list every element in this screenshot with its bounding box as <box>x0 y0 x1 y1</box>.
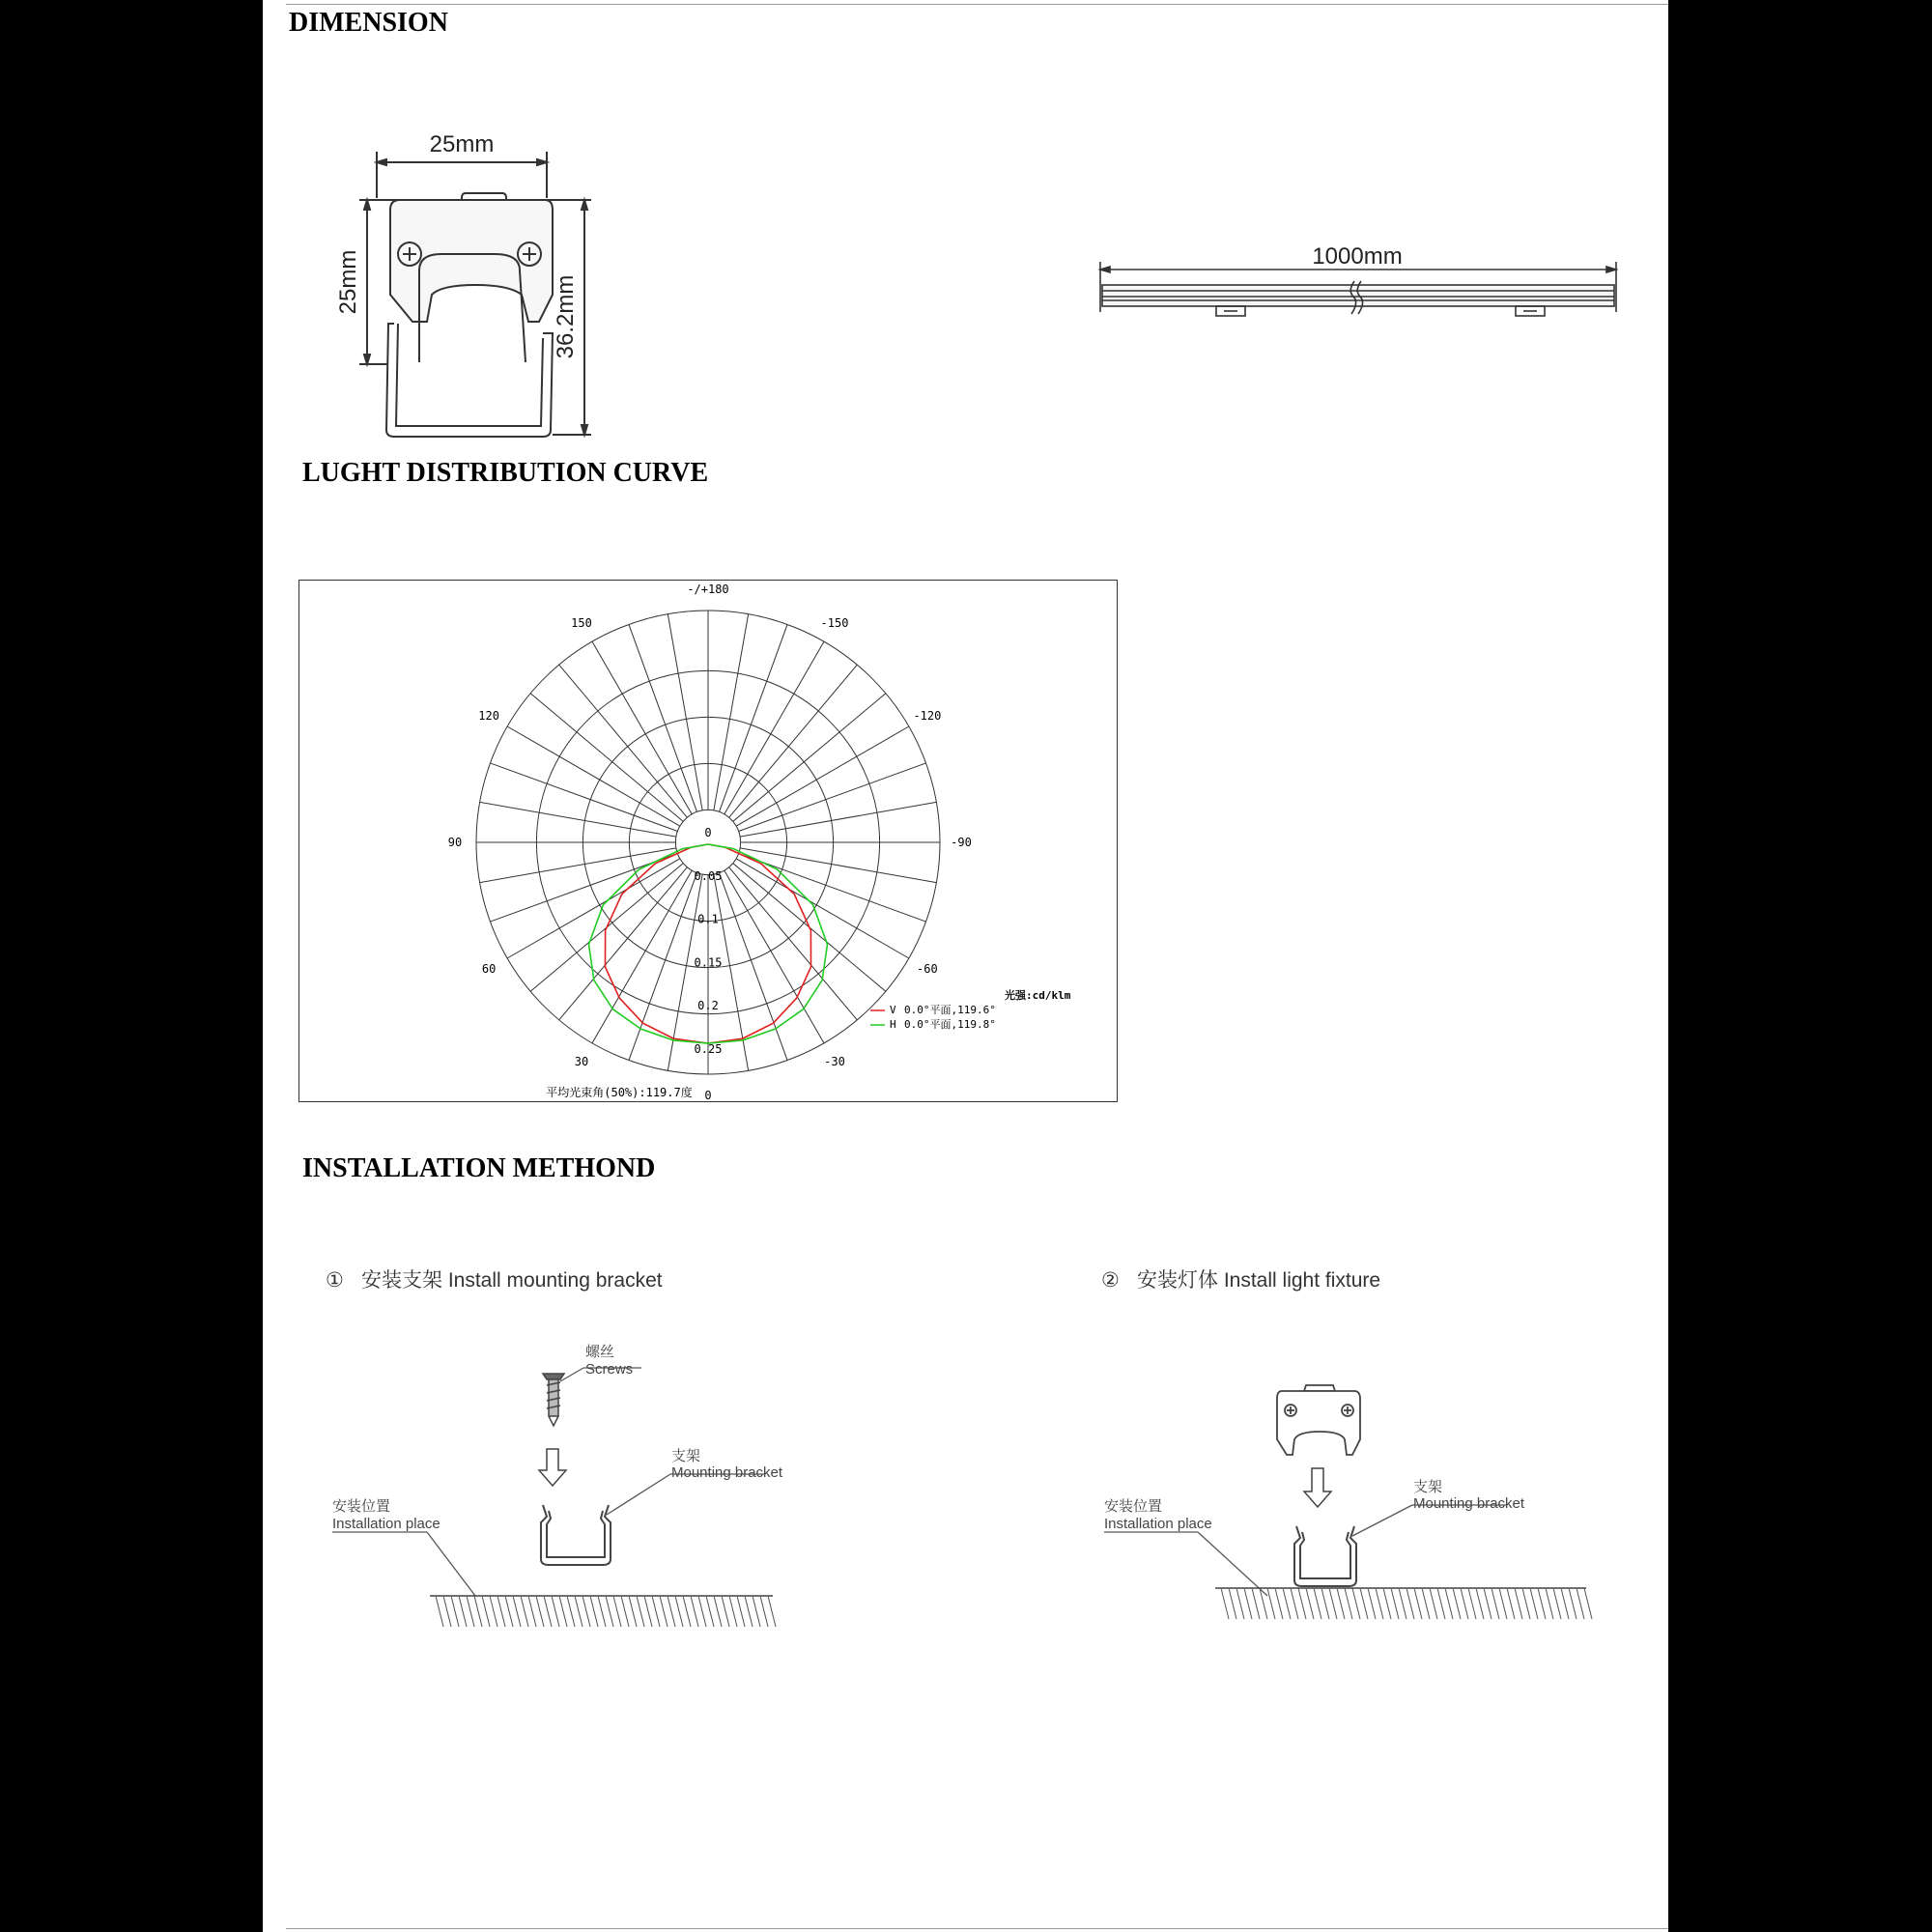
hatch-line <box>467 1596 474 1627</box>
bracket-en: Mounting bracket <box>671 1464 783 1481</box>
hatch-line <box>613 1596 621 1627</box>
hatch-line <box>629 1596 637 1627</box>
hatch-line <box>1561 1588 1569 1619</box>
datasheet-page <box>263 0 1668 1932</box>
hatch-line <box>1244 1588 1252 1619</box>
radial-tick-label: 0 <box>704 826 712 839</box>
hatch-line <box>1499 1588 1507 1619</box>
hatch-line <box>1476 1588 1484 1619</box>
hatch-line <box>1352 1588 1360 1619</box>
hatch-line <box>1291 1588 1298 1619</box>
hatch-line <box>559 1596 567 1627</box>
bracket-en-2: Mounting bracket <box>1413 1495 1525 1512</box>
hatch-line <box>1484 1588 1492 1619</box>
angle-label: -/+180 <box>687 582 729 596</box>
hatch-line <box>1399 1588 1406 1619</box>
hatch-line <box>497 1596 505 1627</box>
hatch-line <box>698 1596 706 1627</box>
hatch-line <box>451 1596 459 1627</box>
hatch-line <box>1306 1588 1314 1619</box>
beam-angle-footer: 平均光束角(50%):119.7度 <box>546 1086 693 1099</box>
top-rule <box>286 4 1668 5</box>
hatch-line <box>521 1596 528 1627</box>
hatch-line <box>474 1596 482 1627</box>
hatch-line <box>443 1596 451 1627</box>
hatch-line <box>753 1596 760 1627</box>
hatch-line <box>459 1596 467 1627</box>
hatch-line <box>536 1596 544 1627</box>
bracket-cn: 支架 <box>671 1448 701 1464</box>
place-cn-2: 安装位置 <box>1104 1498 1163 1515</box>
hatch-line <box>1453 1588 1461 1619</box>
hatch-line <box>1553 1588 1561 1619</box>
hatch-line <box>683 1596 691 1627</box>
width-label: 25mm <box>429 131 495 157</box>
radial-tick-label: 0.05 <box>694 868 723 883</box>
hatch-line <box>1414 1588 1422 1619</box>
hatch-line <box>1507 1588 1515 1619</box>
hatch-line <box>1468 1588 1476 1619</box>
hatch-line <box>1461 1588 1468 1619</box>
hatch-line <box>1437 1588 1445 1619</box>
hatch-line <box>729 1596 737 1627</box>
angle-label: -90 <box>951 836 972 849</box>
step2-number: ② <box>1101 1269 1120 1292</box>
hatch-line <box>1321 1588 1329 1619</box>
hatch-line <box>1337 1588 1345 1619</box>
bottom-rule <box>286 1928 1668 1929</box>
hatch-line <box>1430 1588 1437 1619</box>
hatch-line <box>1584 1588 1592 1619</box>
arrow-down-icon-2 <box>1304 1468 1331 1507</box>
hatch-line <box>1267 1588 1275 1619</box>
hatch-line <box>1538 1588 1546 1619</box>
hatch-line <box>575 1596 582 1627</box>
screws-en: Screws <box>585 1361 634 1378</box>
polar-chart <box>298 580 1118 1102</box>
install-step1-diagram <box>301 1256 881 1642</box>
hatch-line <box>1569 1588 1577 1619</box>
hatch-line <box>668 1596 675 1627</box>
hatch-line <box>1229 1588 1236 1619</box>
hatch-line <box>1577 1588 1584 1619</box>
hatch-line <box>1360 1588 1368 1619</box>
heading-dimension: DIMENSION <box>289 8 448 38</box>
hatch-line <box>1492 1588 1499 1619</box>
radial-tick-label: 0.2 <box>697 999 719 1013</box>
hatch-line <box>1283 1588 1291 1619</box>
angle-label: -150 <box>820 616 849 631</box>
side-view-drawing <box>1098 243 1620 324</box>
hatch-line <box>1329 1588 1337 1619</box>
hatch-line <box>490 1596 497 1627</box>
angle-label: -30 <box>824 1054 845 1068</box>
hatch-line <box>1546 1588 1553 1619</box>
step1-label: 安装支架 Install mounting bracket <box>361 1269 663 1292</box>
hatch-line <box>1422 1588 1430 1619</box>
place-cn: 安装位置 <box>332 1498 391 1515</box>
ground-hatch-2 <box>1215 1588 1592 1619</box>
hatch-line <box>1345 1588 1352 1619</box>
hatch-line <box>675 1596 683 1627</box>
radial-tick-label: 0.1 <box>697 912 719 926</box>
ground-hatch <box>430 1596 776 1627</box>
angle-label: 150 <box>571 616 592 631</box>
bracket-icon <box>541 1505 611 1565</box>
angle-label: -60 <box>917 962 938 976</box>
hatch-line <box>714 1596 722 1627</box>
hatch-line <box>1530 1588 1538 1619</box>
hatch-line <box>745 1596 753 1627</box>
hatch-line <box>552 1596 559 1627</box>
hatch-line <box>660 1596 668 1627</box>
hatch-line <box>528 1596 536 1627</box>
radial-tick-label: 0.15 <box>694 955 723 970</box>
hatch-line <box>1515 1588 1522 1619</box>
step1-number: ① <box>326 1269 344 1292</box>
screws-cn: 螺丝 <box>585 1344 615 1360</box>
hatch-line <box>1406 1588 1414 1619</box>
place-en: Installation place <box>332 1516 440 1532</box>
hatch-line <box>706 1596 714 1627</box>
hatch-line <box>637 1596 644 1627</box>
hatch-line <box>1376 1588 1383 1619</box>
hatch-line <box>691 1596 698 1627</box>
step2-label: 安装灯体 Install light fixture <box>1137 1269 1381 1292</box>
place-en-2: Installation place <box>1104 1516 1212 1532</box>
hatch-line <box>737 1596 745 1627</box>
hatch-line <box>1383 1588 1391 1619</box>
hatch-line <box>1368 1588 1376 1619</box>
hatch-line <box>1221 1588 1229 1619</box>
arrow-down-icon <box>539 1449 566 1486</box>
hatch-line <box>1252 1588 1260 1619</box>
angle-label: 0 <box>704 1089 712 1102</box>
hatch-line <box>722 1596 729 1627</box>
hatch-line <box>1314 1588 1321 1619</box>
hatch-line <box>505 1596 513 1627</box>
hatch-line <box>1275 1588 1283 1619</box>
legend-h-text: 0.0°平面,119.8° <box>904 1018 996 1031</box>
total-height-label: 36.2mm <box>553 274 579 359</box>
hatch-line <box>768 1596 776 1627</box>
heading-installation: INSTALLATION METHOND <box>302 1153 656 1183</box>
length-label: 1000mm <box>1312 243 1403 270</box>
hatch-line <box>544 1596 552 1627</box>
angle-label: -120 <box>913 709 942 723</box>
hatch-line <box>598 1596 606 1627</box>
hatch-line <box>1298 1588 1306 1619</box>
angle-label: 30 <box>574 1054 589 1068</box>
hatch-line <box>621 1596 629 1627</box>
radial-tick-label: 0.25 <box>694 1042 723 1056</box>
hatch-line <box>644 1596 652 1627</box>
unit-label: 光强:cd/klm <box>1005 989 1071 1002</box>
height-label: 25mm <box>335 249 361 315</box>
hatch-line <box>652 1596 660 1627</box>
hatch-line <box>436 1596 443 1627</box>
hatch-line <box>567 1596 575 1627</box>
hatch-line <box>1391 1588 1399 1619</box>
hatch-line <box>590 1596 598 1627</box>
bracket-icon-2 <box>1294 1526 1356 1586</box>
angle-label: 90 <box>447 836 463 849</box>
hatch-line <box>760 1596 768 1627</box>
cross-section-drawing <box>335 131 639 430</box>
legend-v-text: 0.0°平面,119.6° <box>904 1004 996 1016</box>
hatch-line <box>1445 1588 1453 1619</box>
hatch-line <box>513 1596 521 1627</box>
fixture-icon <box>1277 1385 1360 1455</box>
bracket-cn-2: 支架 <box>1413 1479 1443 1495</box>
install-step2-diagram <box>1074 1256 1654 1642</box>
hatch-line <box>1236 1588 1244 1619</box>
heading-distribution: LUGHT DISTRIBUTION CURVE <box>302 458 709 488</box>
legend-v-code: V <box>890 1004 896 1016</box>
hatch-line <box>582 1596 590 1627</box>
angle-label: 60 <box>481 962 497 976</box>
angle-label: 120 <box>478 709 499 723</box>
hatch-line <box>606 1596 613 1627</box>
hatch-line <box>1522 1588 1530 1619</box>
legend-h-code: H <box>890 1018 896 1031</box>
hatch-line <box>482 1596 490 1627</box>
